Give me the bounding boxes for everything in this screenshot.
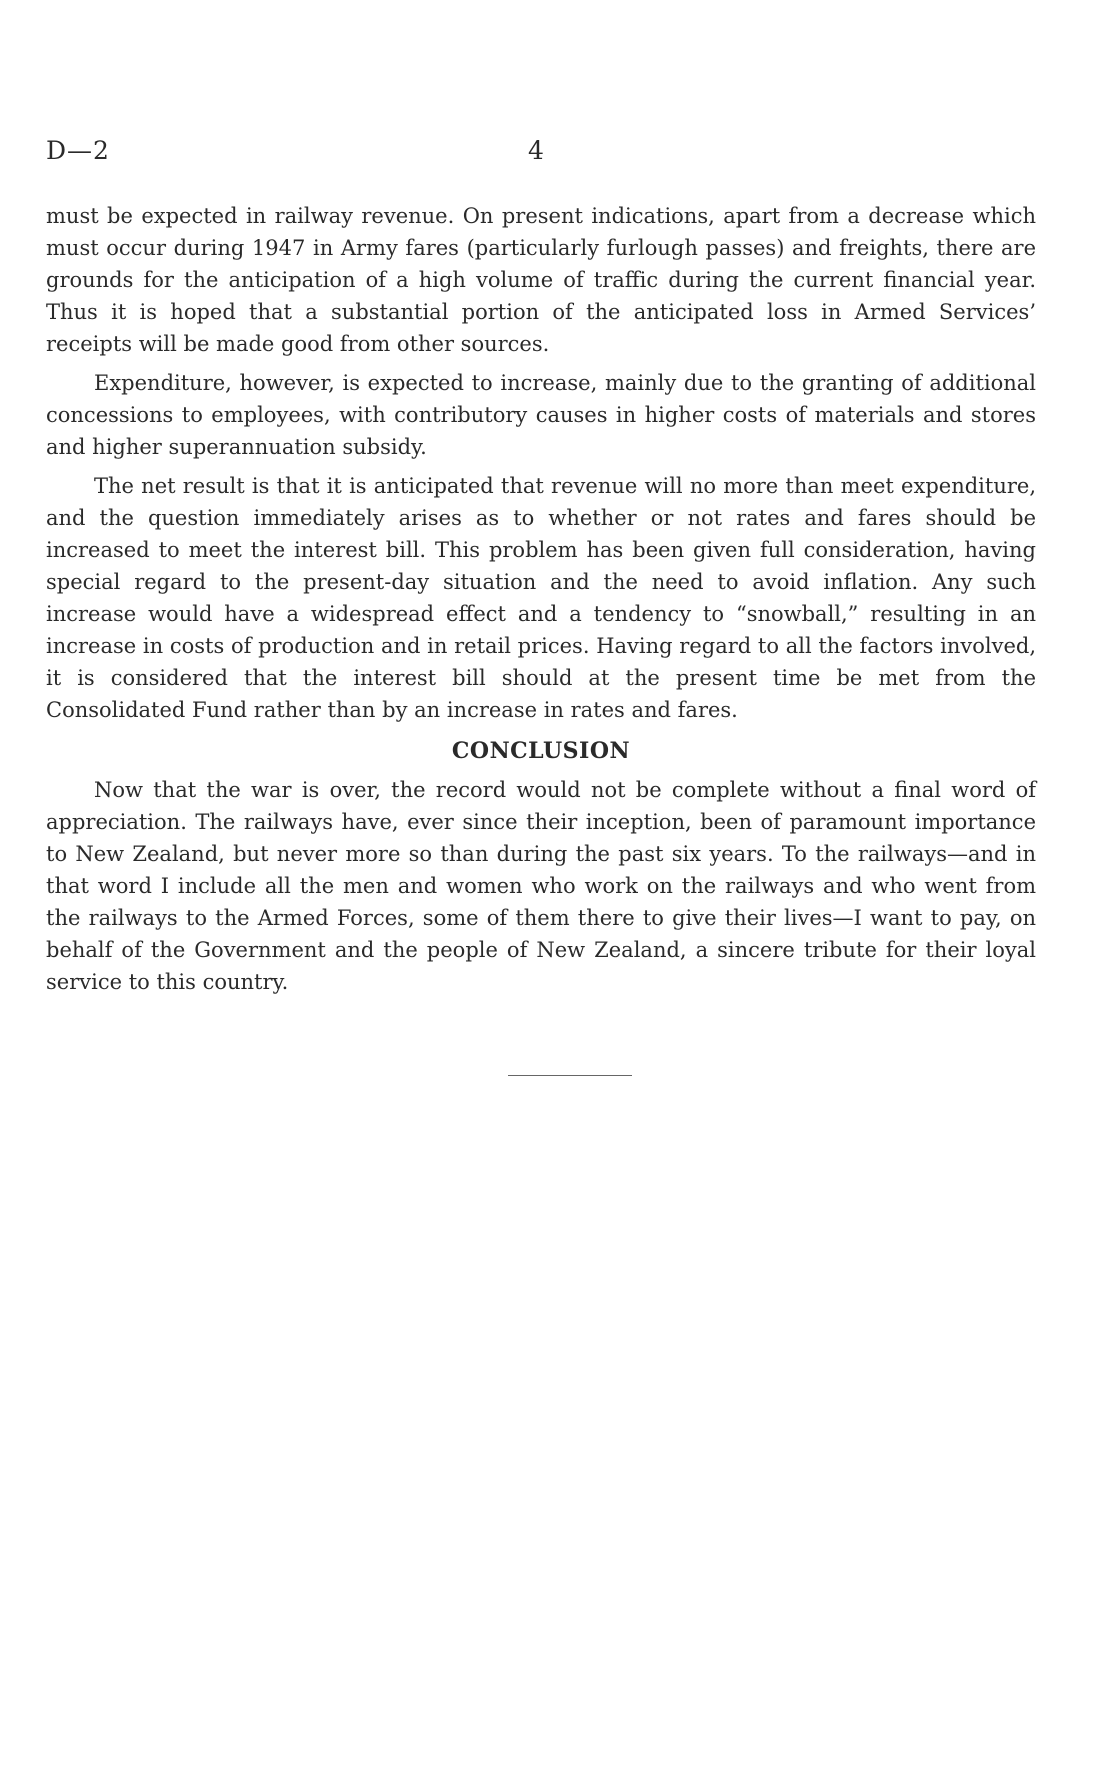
- paragraph-expenditure: Expenditure, however, is expected to increase, mainly due to the granting of additional concessions to employees, with contributory causes in higher costs of materials and stores and higher superannuation subsidy.: [46, 371, 1036, 459]
- conclusion-heading: CONCLUSION: [451, 738, 631, 764]
- paragraph-revenue-continuation: must be expected in railway revenue. On present indications, apart from a decrease which must occur during 1947 in Army fares (particularly furlough passes) and freights, there are grounds for the anticipation of a high volume of traffic during the current financial year. Thus it is hoped that a substantial portion of the anticipated loss in Armed Services’ receipts will be made good from other sources.: [46, 204, 1036, 356]
- closing-rule: [508, 1075, 632, 1076]
- body-text: [46, 200, 1036, 1005]
- paragraph-net-result: The net result is that it is anticipated that revenue will no more than meet expenditure, and the question immediately arises as to whether or not rates and fares should be increased to meet the interest bill. This problem has been given full consideration, having special regard to the present-day situation and the need to avoid inflation. Any such increase would have a widespread effect and a tendency to “snowball,” resulting in an increase in costs of production and in retail prices. Having regard to all the factors involved, it is considered that the interest bill should at the present time be met from the Consolidated Fund rather than by an increase in rates and fares.: [46, 474, 1036, 722]
- page-number: 4: [528, 136, 544, 165]
- paragraph-conclusion: Now that the war is over, the record would not be complete without a final word of appreciation. The railways have, ever since their inception, been of paramount importance to New Zealand, but never more so than during the past six years. To the railways—and in that word I include all the men and women who work on the railways and who went from the railways to the Armed Forces, some of them there to give their lives—I want to pay, on behalf of the Government and the people of New Zealand, a sincere tribute for their loyal service to this country.: [46, 778, 1036, 994]
- document-reference: D—2: [46, 136, 110, 165]
- page-header: [0, 136, 1114, 176]
